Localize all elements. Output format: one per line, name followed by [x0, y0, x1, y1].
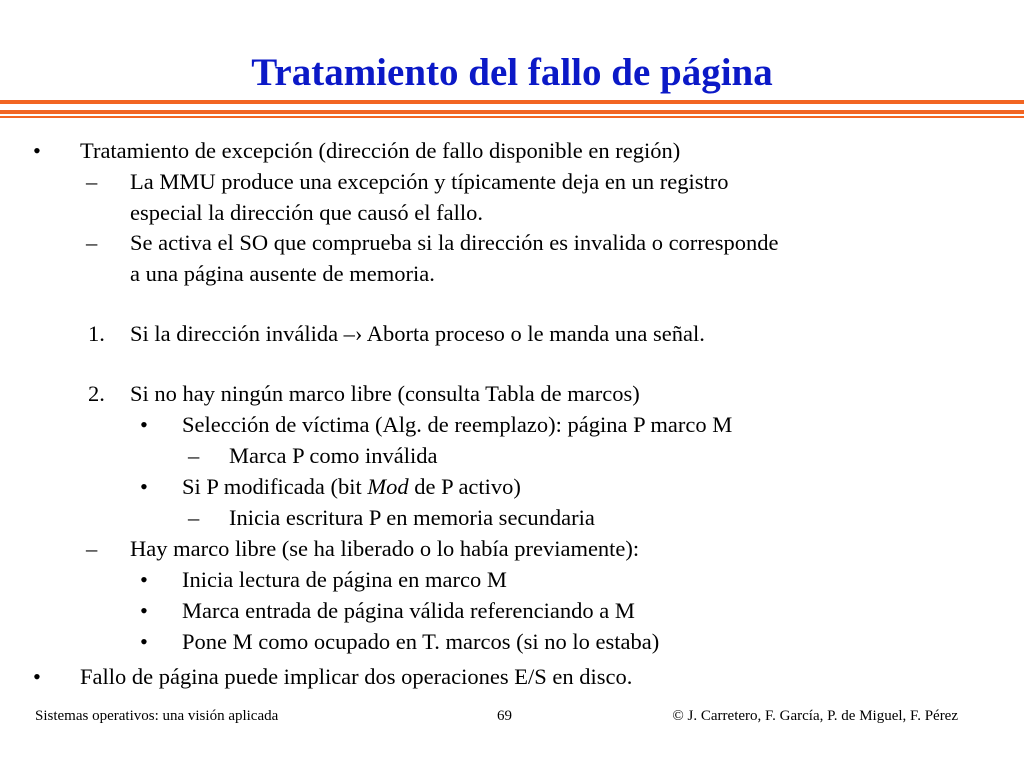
- sub-dash-text: Marca P como inválida: [229, 443, 438, 468]
- numbered-marker: 2.: [88, 381, 105, 406]
- sub-bullet-text: Inicia lectura de página en marco M: [182, 567, 507, 592]
- sub-dash-marker: –: [188, 505, 200, 530]
- footer-course-title: Sistemas operativos: una visión aplicada: [35, 708, 279, 724]
- footer-authors: © J. Carretero, F. García, P. de Miguel, F. Pérez: [672, 708, 958, 724]
- sub-bullet-marker: •: [140, 474, 148, 499]
- sub-bullet-marker: •: [140, 598, 148, 623]
- emphasis-text: Mod: [367, 474, 409, 499]
- sub-dash-text: Inicia escritura P en memoria secundaria: [229, 505, 595, 530]
- bullet-marker: •: [33, 138, 41, 163]
- sub-bullet-marker: •: [140, 629, 148, 654]
- dash-text: Se activa el SO que comprueba si la dirección es invalida o corresponde: [130, 230, 779, 255]
- dash-marker: –: [86, 169, 98, 194]
- dash-text-continued: especial la dirección que causó el fallo.: [130, 200, 483, 225]
- sub-dash-marker: –: [188, 443, 200, 468]
- text-segment: de P activo): [408, 474, 521, 499]
- dash-marker: –: [86, 230, 98, 255]
- sub-bullet-text: Selección de víctima (Alg. de reemplazo): página P marco M: [182, 412, 733, 437]
- title-rule-bottom: [0, 116, 1024, 118]
- dash-text: Hay marco libre (se ha liberado o lo había previamente):: [130, 536, 640, 561]
- sub-bullet-marker: •: [140, 567, 148, 592]
- bullet-marker: •: [33, 664, 41, 689]
- numbered-text: Si no hay ningún marco libre (consulta Tabla de marcos): [130, 381, 640, 406]
- dash-text: La MMU produce una excepción y típicamente deja en un registro: [130, 169, 729, 194]
- text-segment: Si P modificada (bit: [182, 474, 368, 499]
- title-rule-middle: [0, 110, 1024, 114]
- dash-marker: –: [86, 536, 98, 561]
- numbered-text: Si la dirección inválida –› Aborta proceso o le manda una señal.: [130, 321, 705, 346]
- bullet-text: Tratamiento de excepción (dirección de fallo disponible en región): [80, 138, 681, 163]
- title-rule-top: [0, 100, 1024, 104]
- footer-page-number: 69: [497, 708, 512, 724]
- sub-bullet-text: Pone M como ocupado en T. marcos (si no lo estaba): [182, 629, 660, 654]
- bullet-text: Fallo de página puede implicar dos operaciones E/S en disco.: [80, 664, 633, 689]
- sub-bullet-marker: •: [140, 412, 148, 437]
- sub-bullet-text: [182, 472, 521, 502]
- numbered-marker: 1.: [88, 321, 105, 346]
- dash-text-continued: a una página ausente de memoria.: [130, 261, 435, 286]
- sub-bullet-text: Marca entrada de página válida referenciando a M: [182, 598, 635, 623]
- page-title: Tratamiento del fallo de página: [251, 51, 773, 94]
